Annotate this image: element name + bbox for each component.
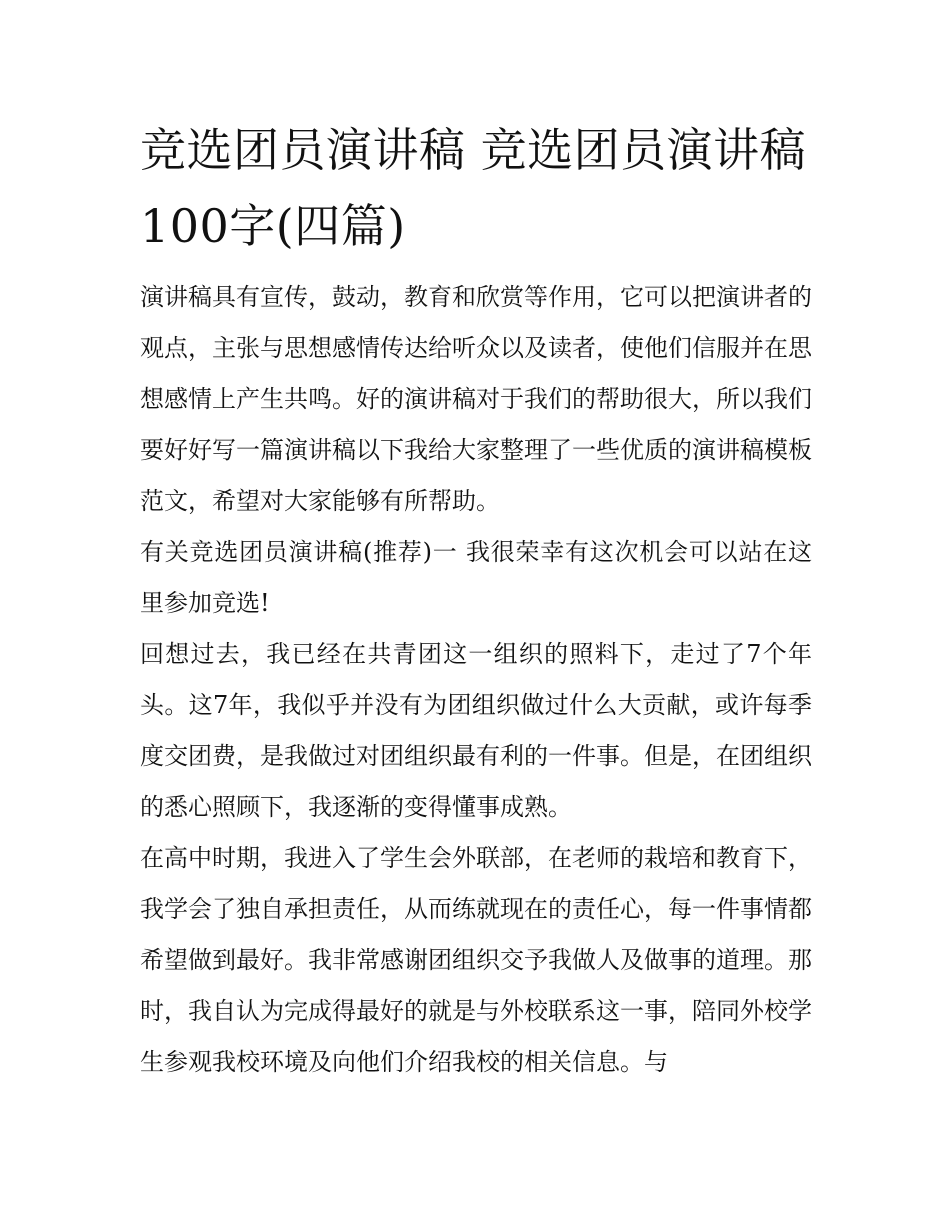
paragraph-1: 有关竞选团员演讲稿(推荐)一 我很荣幸有这次机会可以站在这里参加竞选! (140, 538, 812, 617)
document-page (140, 112, 812, 1088)
paragraph-3: 在高中时期，我进入了学生会外联部，在老师的栽培和教育下，我学会了独自承担责任，从而练就现在的责任心，每一件事情都希望做到最好。我非常感谢团组织交予我做人及做事的道理。那时，我自认为完成得最好的就是与外校联系这一事，陪同外校学生参观我校环境及向他们介绍我校的相关信息。与 (140, 844, 812, 1076)
paragraph-2: 回想过去，我已经在共青团这一组织的照料下，走过了7个年头。这7年，我似乎并没有为团组织做过什么大贡献，或许每季度交团费，是我做过对团组织最有利的一件事。但是，在团组织的悉心照顾下，我逐渐的变得懂事成熟。 (140, 640, 812, 821)
paragraph-intro: 演讲稿具有宣传，鼓动，教育和欣赏等作用，它可以把演讲者的观点，主张与思想感情传达给听众以及读者，使他们信服并在思想感情上产生共鸣。好的演讲稿对于我们的帮助很大，所以我们要好好写一篇演讲稿以下我给大家整理了一些优质的演讲稿模板范文，希望对大家能够有所帮助。 (140, 283, 812, 515)
document-title: 竞选团员演讲稿 竞选团员演讲稿100字(四篇) (140, 123, 807, 253)
